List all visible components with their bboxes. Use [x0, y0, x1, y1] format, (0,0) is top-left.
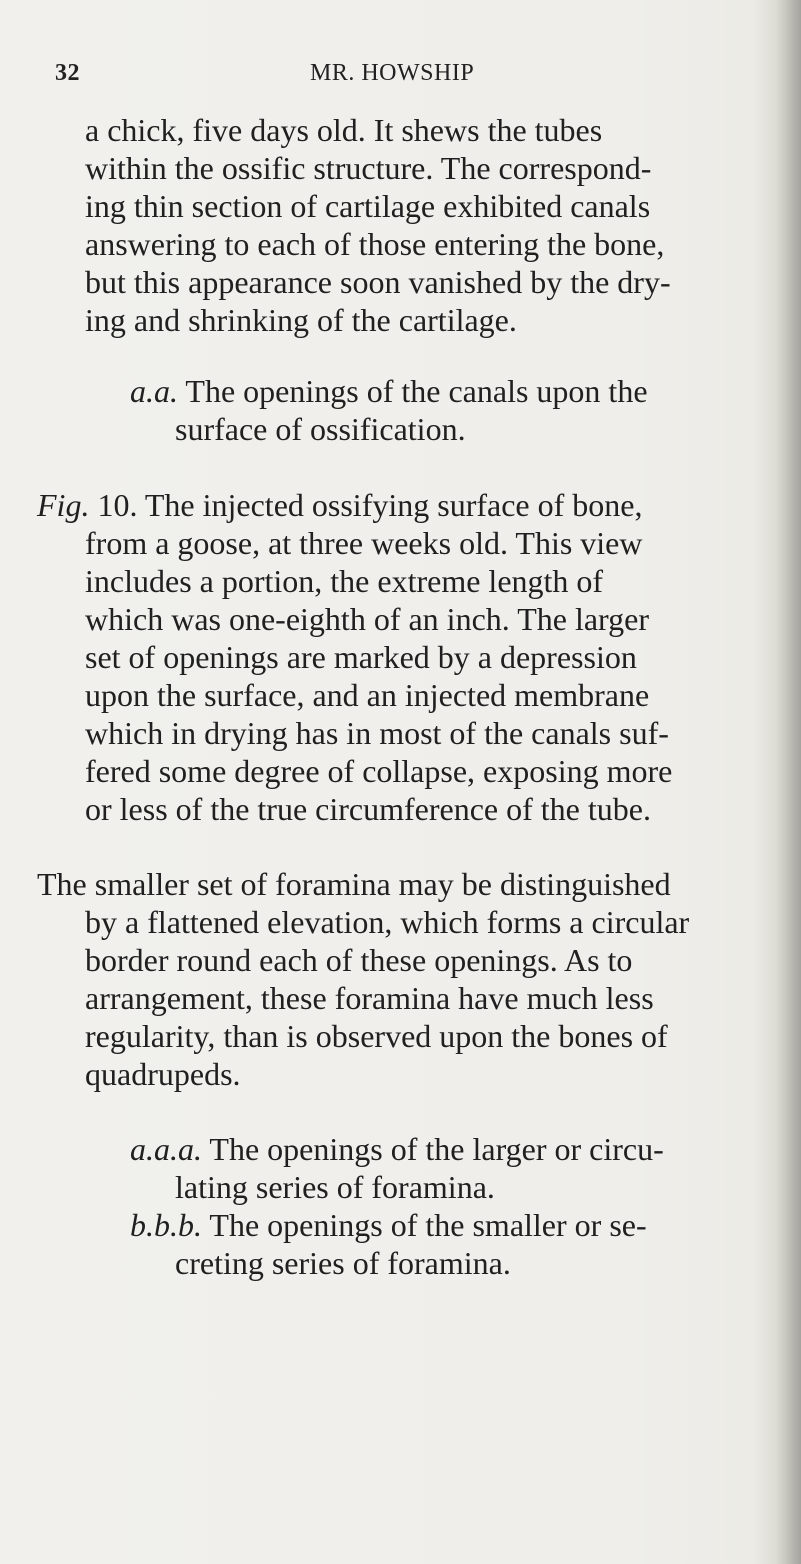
figure-key-line: lating series of foramina. [175, 1169, 495, 1205]
figure-caption-line: fered some degree of collapse, exposing more [85, 753, 673, 789]
figure-caption-line: which in drying has in most of the canals suf- [85, 715, 669, 751]
figure-key-line [130, 372, 648, 410]
figure-caption-text: 10. The injected ossifying surface of bone, [97, 487, 643, 523]
paragraph-line: regularity, than is observed upon the bones of [85, 1018, 668, 1054]
figure-caption-line: which was one-eighth of an inch. The larger [85, 601, 649, 637]
figure-caption-line: upon the surface, and an injected membrane [85, 677, 650, 713]
figure-key-label: a.a.a. [130, 1131, 202, 1167]
running-title: MR. HOWSHIP [310, 60, 475, 86]
paragraph-line: border round each of these openings. As to [85, 942, 633, 978]
figure-key-text: The openings of the canals upon the [185, 373, 648, 409]
paragraph-line: answering to each of those entering the bone, [85, 226, 665, 262]
paragraph-line: a chick, five days old. It shews the tubes [85, 112, 603, 148]
figure-key-label: b.b.b. [130, 1207, 202, 1243]
figure-key-text: The openings of the larger or circu- [209, 1131, 664, 1167]
figure-key-line [130, 1206, 647, 1244]
paragraph-line: within the ossific structure. The correspond- [85, 150, 652, 186]
figure-key-text: The openings of the smaller or se- [209, 1207, 647, 1243]
paragraph-line: ing and shrinking of the cartilage. [85, 302, 517, 338]
figure-caption-line: or less of the true circumference of the tube. [85, 791, 651, 827]
page-number: 32 [55, 60, 80, 86]
paragraph-line: by a flattened elevation, which forms a circular [85, 904, 690, 940]
paragraph-line: arrangement, these foramina have much less [85, 980, 654, 1016]
figure-key-label: a.a. [130, 373, 178, 409]
paragraph-line: but this appearance soon vanished by the dry- [85, 264, 671, 300]
paragraph-line: ing thin section of cartilage exhibited canals [85, 188, 651, 224]
figure-caption-line: includes a portion, the extreme length of [85, 563, 604, 599]
figure-caption-line [37, 486, 642, 524]
paragraph-line: quadrupeds. [85, 1056, 241, 1092]
figure-key-line: surface of ossification. [175, 411, 466, 447]
page-edge-shadow [775, 0, 801, 1564]
paragraph-line: The smaller set of foramina may be distinguished [37, 866, 671, 902]
figure-caption-line: set of openings are marked by a depression [85, 639, 637, 675]
figure-key-line [130, 1130, 664, 1168]
figure-label: Fig. [37, 487, 90, 523]
running-header [55, 60, 746, 92]
figure-caption-line: from a goose, at three weeks old. This view [85, 525, 643, 561]
figure-key-line: creting series of foramina. [175, 1245, 511, 1281]
